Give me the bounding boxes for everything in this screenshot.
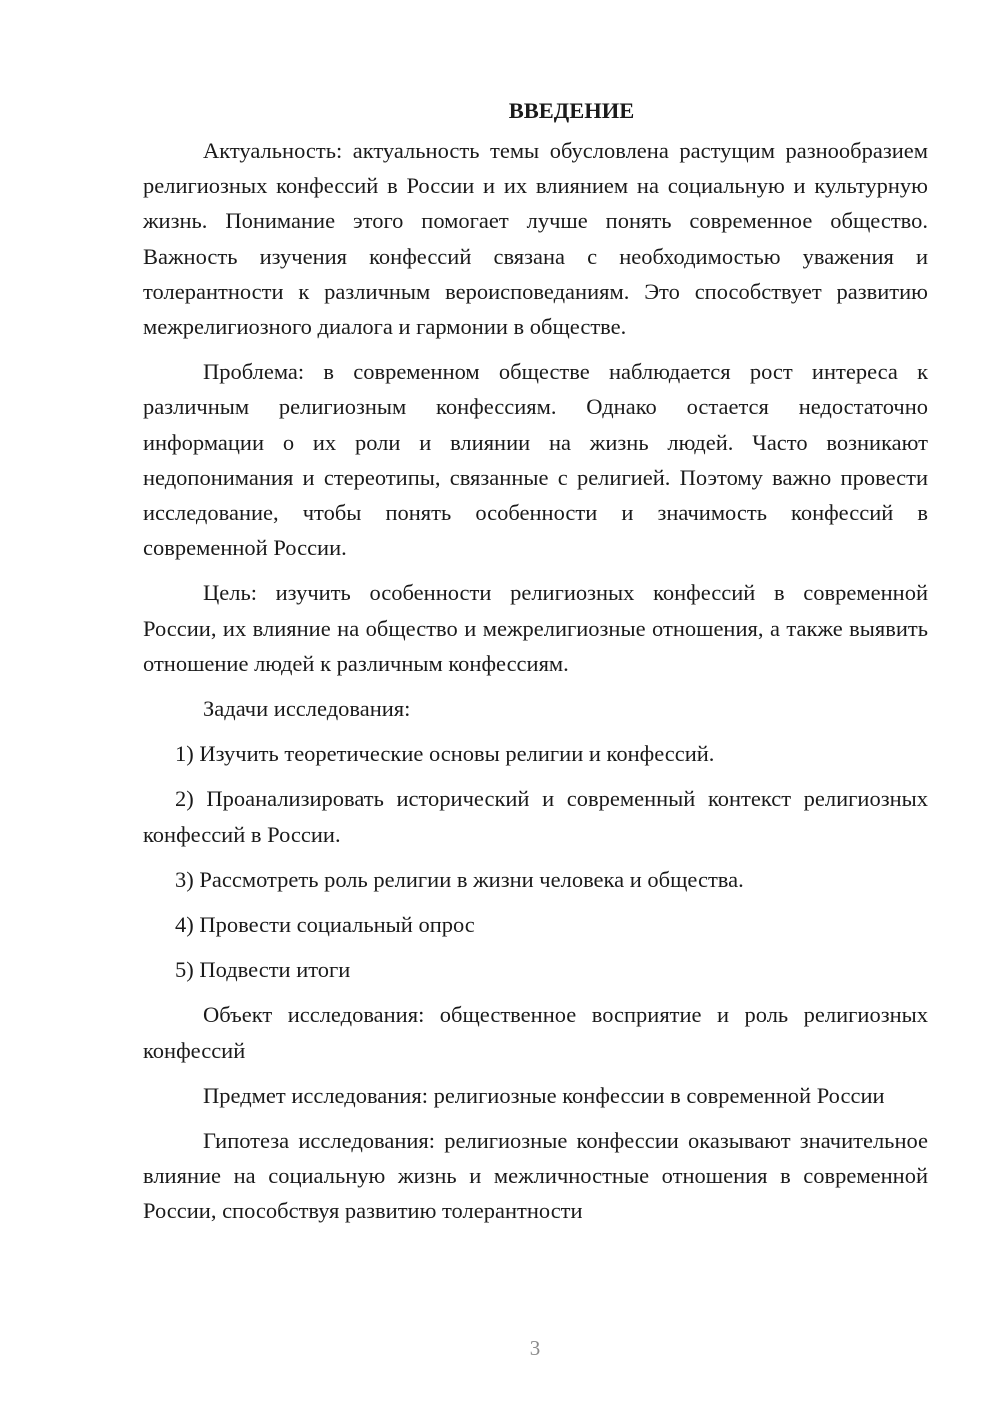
paragraph-relevance: Актуальность: актуальность темы обусловлена растущим разнообразием религиозных конфессий в России и их влиянием на социальную и культурную жизнь. Понимание этого помогает лучше понять современное общество. Важность изучения конфессий связана с необходимостью уважения и толерантности к различным вероисповеданиям. Это способствует развитию межрелигиозного диалога и гармонии в обществе. [143, 138, 928, 340]
page-number: 3 [529, 1336, 541, 1360]
task-item-5: 5) Подвести итоги [175, 957, 351, 983]
page-content [143, 98, 928, 1239]
paragraph-hypothesis: Гипотеза исследования: религиозные конфессии оказывают значительное влияние на социальную жизнь и межличностные отношения в современной России, способствуя развитию толерантности [143, 1128, 928, 1224]
paragraph-object: Объект исследования: общественное восприятие и роль религиозных конфессий [143, 1002, 928, 1063]
section-title: ВВЕДЕНИЕ [508, 98, 635, 123]
paragraph-subject: Предмет исследования: религиозные конфессии в современной России [203, 1082, 885, 1108]
task-item-4: 4) Провести социальный опрос [175, 912, 475, 938]
task-item-2: 2) Проанализировать исторический и современный контекст религиозных конфессий в России. [143, 786, 928, 847]
paragraph-tasks-heading: Задачи исследования: [203, 696, 411, 722]
paragraph-goal: Цель: изучить особенности религиозных конфессий в современной России, их влияние на общество и межрелигиозные отношения, а также выявить отношение людей к различным конфессиям. [143, 580, 928, 676]
task-item-3: 3) Рассмотреть роль религии в жизни человека и общества. [175, 866, 744, 892]
paragraph-problem: Проблема: в современном обществе наблюдается рост интереса к различным религиозным конфессиям. Однако остается недостаточно информации о их роли и влиянии на жизнь людей. Часто возникают недопонимания и стереотипы, связанные с религией. Поэтому важно провести исследование, чтобы понять особенности и значимость конфессий в современной России. [143, 359, 928, 561]
task-item-1: 1) Изучить теоретические основы религии и конфессий. [175, 741, 715, 767]
